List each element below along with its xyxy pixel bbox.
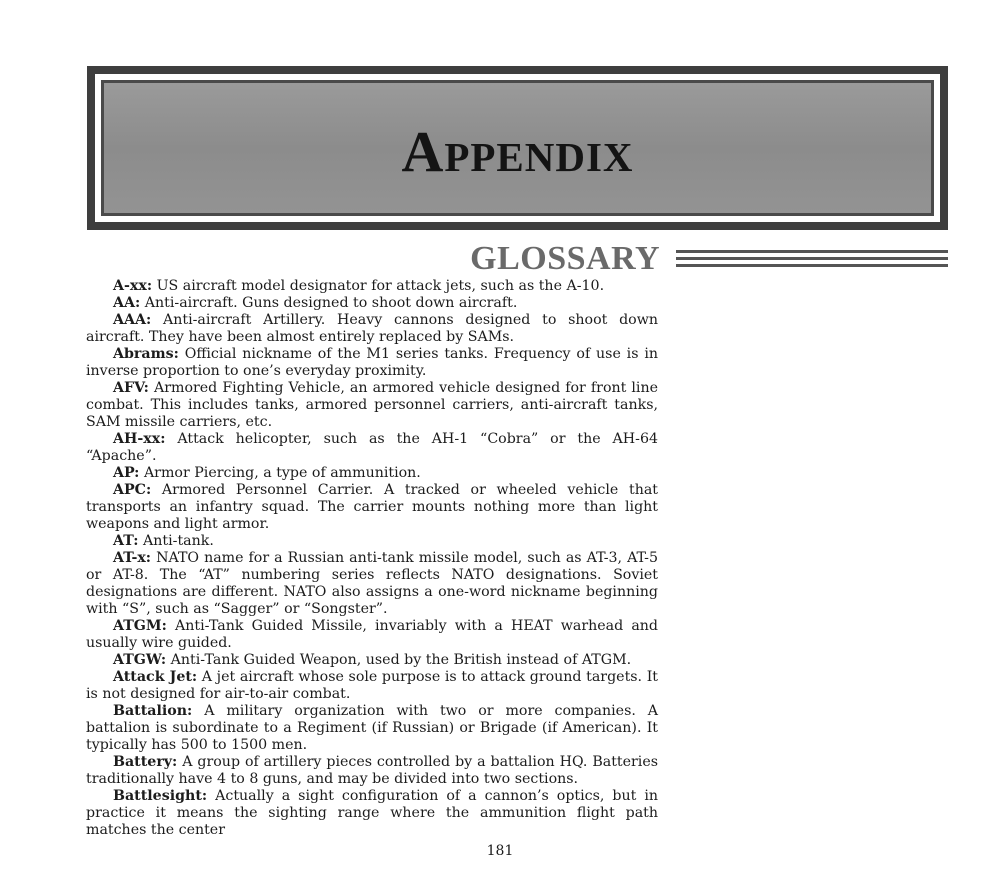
glossary-entry: [86, 788, 658, 839]
entry-definition: Attack helicopter, such as the AH-1 “Cobra” or the AH-64 “Apache”.: [86, 431, 658, 464]
entry-term: Battlesight:: [113, 788, 208, 804]
heading-rules: [676, 250, 948, 271]
entry-term: AP:: [113, 465, 140, 481]
entry-term: Attack Jet:: [113, 669, 198, 685]
page-number: 181: [486, 843, 514, 859]
appendix-title: Appendix: [401, 118, 634, 184]
appendix-banner-panel: [101, 80, 934, 216]
entry-definition: Official nickname of the M1 series tanks. Frequency of use is in inverse proportion to one’s everyday proximity.: [86, 346, 658, 379]
entry-definition: Anti-Tank Guided Missile, invariably with a HEAT warhead and usually wire guided.: [86, 618, 658, 651]
glossary-entry: [86, 465, 658, 482]
glossary-entry: [86, 346, 658, 380]
glossary-entry: [86, 312, 658, 346]
glossary-entry: [86, 482, 658, 533]
glossary-entry: [86, 550, 658, 618]
glossary-entry: [86, 533, 658, 550]
glossary-entry: [86, 431, 658, 465]
entry-definition: A group of artillery pieces controlled by a battalion HQ. Batteries traditionally have 4 to 8 guns, and may be divided into two sections.: [86, 754, 658, 787]
entry-term: AAA:: [113, 312, 152, 328]
glossary-entry: [86, 669, 658, 703]
rule-line: [676, 264, 948, 267]
glossary-entry: [86, 380, 658, 431]
entry-definition: A jet aircraft whose sole purpose is to attack ground targets. It is not designed for air-to-air combat.: [86, 669, 659, 702]
rule-line: [676, 250, 948, 253]
glossary-entry: [86, 278, 658, 295]
entry-definition: Actually a sight configuration of a cannon’s optics, but in practice it means the sighting range where the ammunition flight path matches the center: [86, 788, 658, 838]
entry-definition: Armored Personnel Carrier. A tracked or wheeled vehicle that transports an infantry squad. The carrier mounts nothing more than light weapons and light armor.: [86, 482, 659, 532]
entry-term: APC:: [113, 482, 152, 498]
entry-term: AT-x:: [113, 550, 152, 566]
glossary-entries: [86, 278, 658, 839]
entry-term: Battalion:: [113, 703, 193, 719]
glossary-entry: [86, 703, 658, 754]
entry-term: Abrams:: [113, 346, 179, 362]
glossary-entry: [86, 618, 658, 652]
entry-definition: Anti-aircraft. Guns designed to shoot down aircraft.: [144, 295, 518, 311]
entry-definition: Anti-tank.: [143, 533, 214, 549]
glossary-heading: GLOSSARY: [470, 240, 660, 277]
entry-term: A-xx:: [113, 278, 153, 294]
entry-definition: US aircraft model designator for attack jets, such as the A-10.: [156, 278, 605, 294]
entry-definition: Armored Fighting Vehicle, an armored vehicle designed for front line combat. This includes tanks, armored personnel carriers, anti-aircraft tanks, SAM missile carriers, etc.: [86, 380, 658, 430]
appendix-banner: [87, 66, 948, 230]
rule-line: [676, 257, 948, 260]
glossary-entry: [86, 754, 658, 788]
entry-term: AA:: [113, 295, 141, 311]
glossary-entry: [86, 652, 658, 669]
entry-definition: NATO name for a Russian anti-tank missile model, such as AT-3, AT-5 or AT-8. The “AT” numbering series reflects NATO designations. Soviet designations are different. NATO also assigns a one-word nickname beginning with “S”, such as “Sagger” or “Songster”.: [86, 550, 658, 617]
entry-term: Battery:: [113, 754, 178, 770]
entry-definition: Anti-Tank Guided Weapon, used by the British instead of ATGM.: [170, 652, 632, 668]
entry-term: ATGW:: [113, 652, 167, 668]
entry-term: AT:: [113, 533, 139, 549]
glossary-entry: [86, 295, 658, 312]
entry-term: ATGM:: [113, 618, 167, 634]
entry-definition: A military organization with two or more companies. A battalion is subordinate to a Regiment (if Russian) or Brigade (if American). It typically has 500 to 1500 men.: [86, 703, 658, 753]
entry-definition: Anti-aircraft Artillery. Heavy cannons designed to shoot down aircraft. They have been almost entirely replaced by SAMs.: [86, 312, 658, 345]
entry-definition: Armor Piercing, a type of ammunition.: [143, 465, 421, 481]
entry-term: AFV:: [113, 380, 149, 396]
entry-term: AH-xx:: [113, 431, 166, 447]
